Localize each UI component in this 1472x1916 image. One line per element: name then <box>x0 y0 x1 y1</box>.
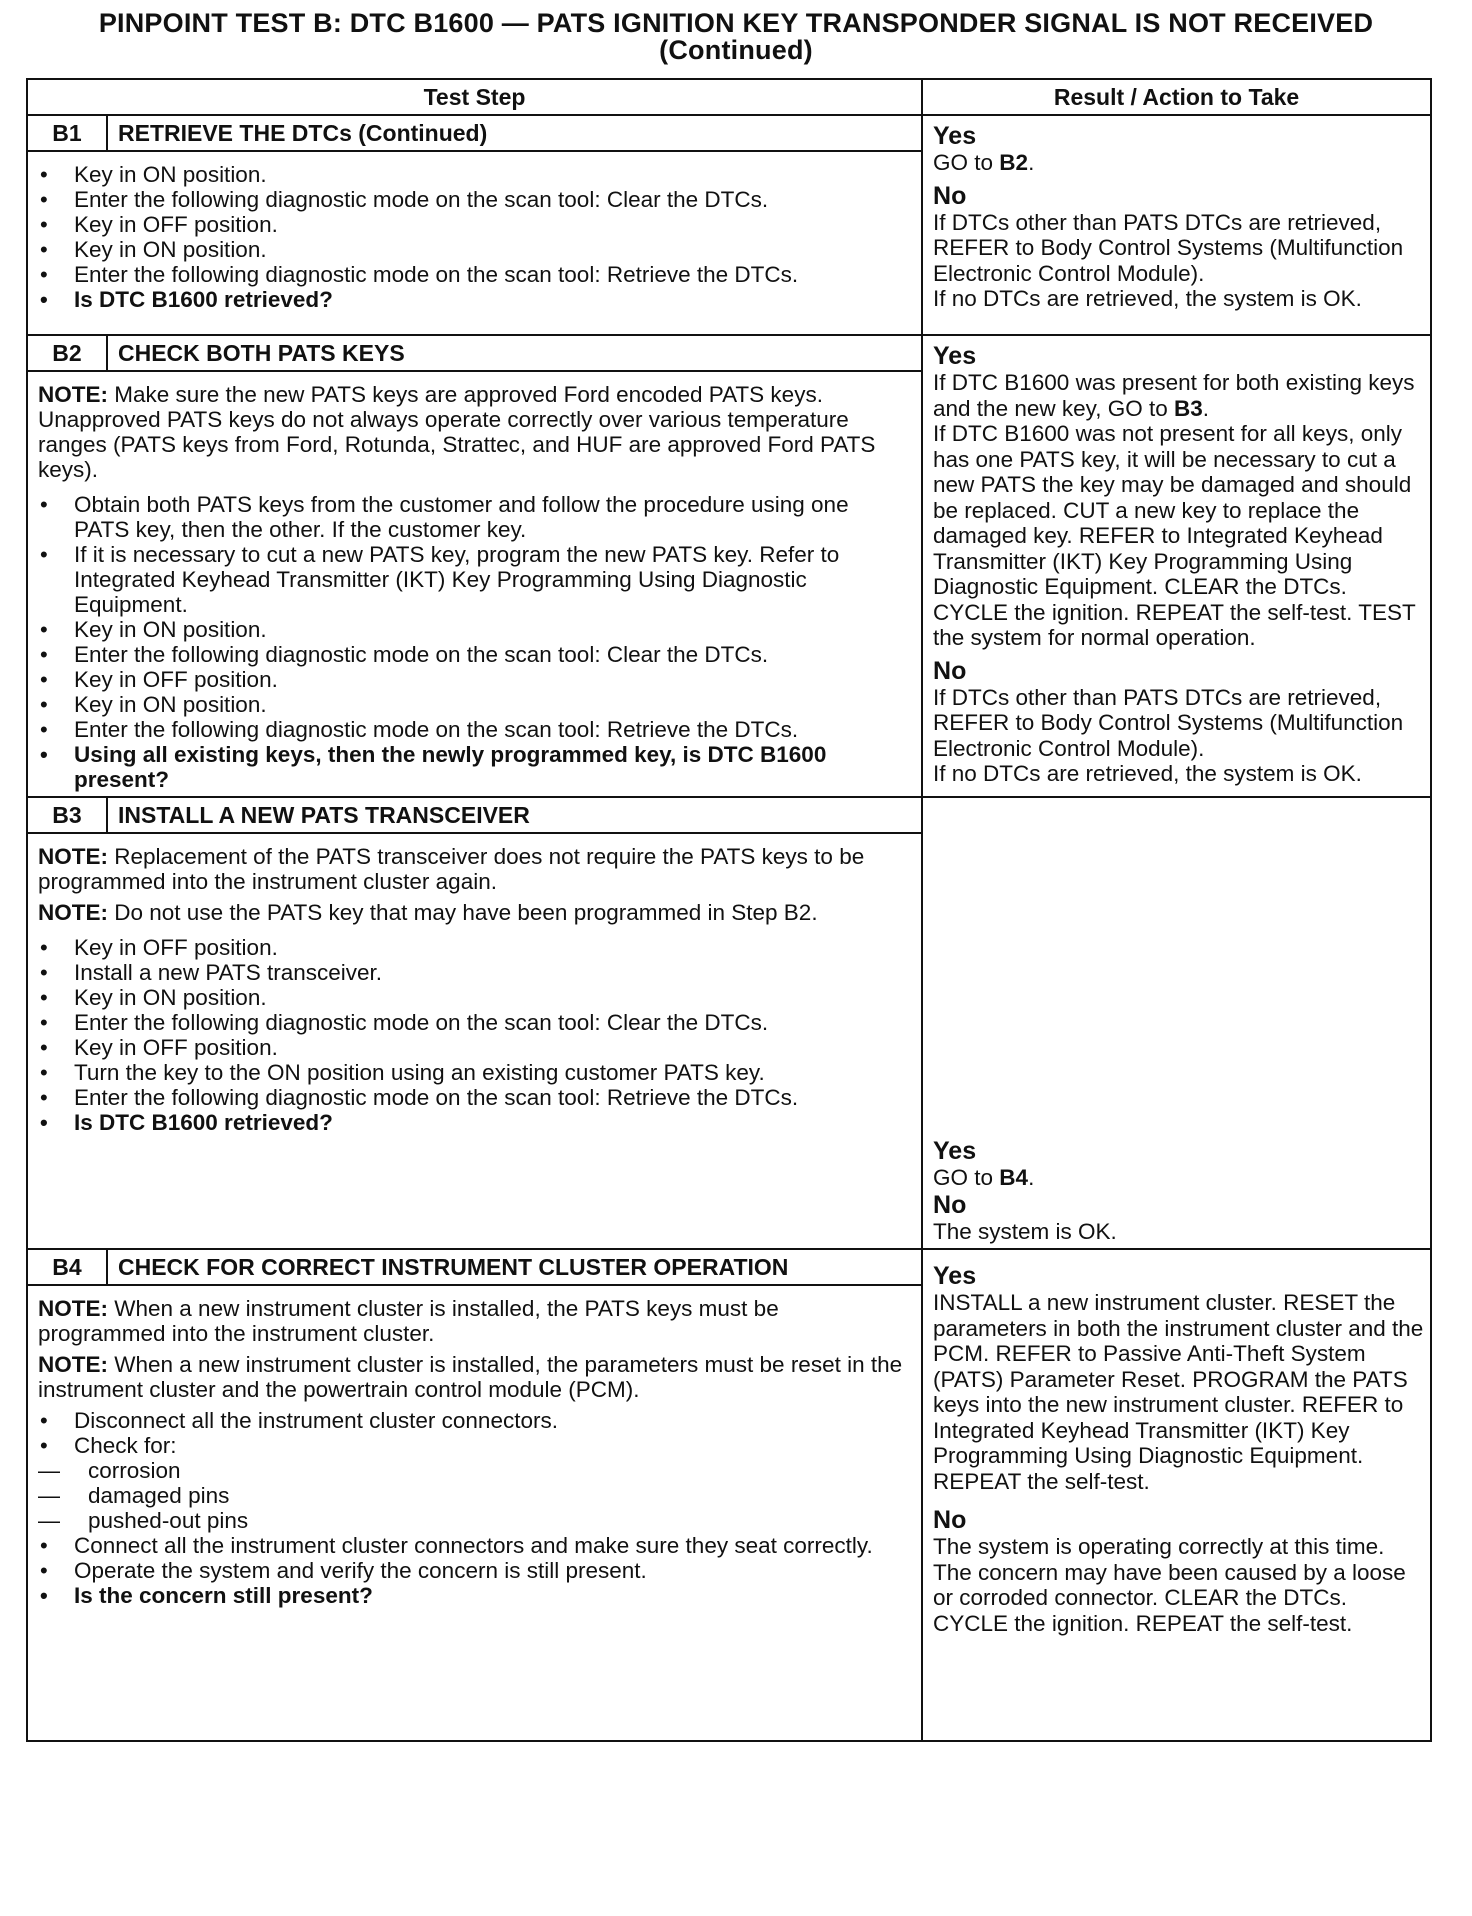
title-line-1: PINPOINT TEST B: DTC B1600 — PATS IGNITION KEY TRANSPONDER SIGNAL IS NOT RECEIVED <box>98 8 1374 38</box>
b4-bullet-list <box>38 1408 905 1608</box>
b2-yes-text-1: If DTC B1600 was present for both existing keys and the new key, GO to B3. <box>933 370 1415 421</box>
b4-yes-label: Yes <box>933 1262 977 1290</box>
step-b3-title-row <box>27 797 1431 833</box>
list-item: • Turn the key to the ON position using an existing customer PATS key. <box>38 1060 905 1085</box>
b4-note-1: NOTE: When a new instrument cluster is installed, the PATS keys must be programmed into the instrument cluster. <box>38 1296 779 1346</box>
step-b2-id: B2 <box>27 335 107 371</box>
list-item: • Enter the following diagnostic mode on the scan tool: Clear the DTCs. <box>38 1010 905 1035</box>
b2-question: • Using all existing keys, then the newly programmed key, is DTC B1600 present? <box>38 742 905 792</box>
step-b3-id: B3 <box>27 797 107 833</box>
b4-yes-text: INSTALL a new instrument cluster. RESET the parameters in both the instrument cluster and the PCM. REFER to Passive Anti-Theft System (PATS) Parameter Reset. PROGRAM the PATS keys into the new instrument cluster. REFER to Integrated Keyhead Transmitter (IKT) Key Programming Using Diagnostic Equipment. REPEAT the self-test. <box>933 1290 1424 1494</box>
b2-no-text-1: If DTCs other than PATS DTCs are retrieved, REFER to Body Control Systems (Multifunction Electronic Control Module). <box>933 684 1404 761</box>
list-item: • Obtain both PATS keys from the customer and follow the procedure using one PATS key, then the other. If the customer key. <box>38 492 905 542</box>
b4-no-text: The system is operating correctly at this time. The concern may have been caused by a loose or corroded connector. CLEAR the DTCs. CYCLE the ignition. REPEAT the self-test. <box>933 1534 1406 1636</box>
b3-note-1: NOTE: Replacement of the PATS transceiver does not require the PATS keys to be programmed into the instrument cluster again. <box>38 844 865 894</box>
b1-question: • Is DTC B1600 retrieved? <box>38 287 905 312</box>
pinpoint-test-table <box>26 78 1432 1742</box>
b2-yes-text-2: If DTC B1600 was not present for all keys, only has one PATS key, it will be necessary to cut a new PATS the key may be damaged and should be replaced. CUT a new key to replace the damaged key. REFER to Integrated Keyhead Transmitter (IKT) Key Programming Using Diagnostic Equipment. CLEAR the DTCs. CYCLE the ignition. REPEAT the self-test. TEST the system for normal operation. <box>933 421 1416 650</box>
list-item: • If it is necessary to cut a new PATS key, program the new PATS key. Refer to Integrated Keyhead Transmitter (IKT) Key Programming Using Diagnostic Equipment. <box>38 542 905 617</box>
step-b3-title: INSTALL A NEW PATS TRANSCEIVER <box>107 797 922 833</box>
b1-yes-text: GO to B2. <box>933 150 1035 175</box>
list-item: • Key in ON position. <box>38 162 905 187</box>
step-b1-id: B1 <box>27 115 107 151</box>
b4-note-2: NOTE: When a new instrument cluster is installed, the parameters must be reset in the instrument cluster and the powertrain control module (PCM). <box>38 1352 903 1402</box>
step-b4-result <box>922 1249 1431 1741</box>
list-item: • Connect all the instrument cluster connectors and make sure they seat correctly. <box>38 1533 905 1558</box>
list-item: • Install a new PATS transceiver. <box>38 960 905 985</box>
header-test-step: Test Step <box>27 79 922 115</box>
list-item <box>38 1433 905 1533</box>
step-b4-title: CHECK FOR CORRECT INSTRUMENT CLUSTER OPERATION <box>107 1249 922 1285</box>
b1-bullet-list <box>38 162 905 312</box>
b3-yes-label: Yes <box>933 1137 977 1165</box>
title-line-2: (Continued) <box>659 35 813 65</box>
list-item: • Key in ON position. <box>38 617 905 642</box>
step-b3-body <box>27 833 922 1249</box>
list-item: — damaged pins <box>38 1483 905 1508</box>
b2-yes-label: Yes <box>933 342 977 370</box>
step-b4-id: B4 <box>27 1249 107 1285</box>
b4-sub-list <box>38 1458 905 1533</box>
b3-no-label: No <box>933 1190 967 1219</box>
list-item: • Key in OFF position. <box>38 212 905 237</box>
list-item: • Disconnect all the instrument cluster connectors. <box>38 1408 905 1433</box>
list-item: — corrosion <box>38 1458 905 1483</box>
b2-no-text-2: If no DTCs are retrieved, the system is OK. <box>933 761 1362 786</box>
b1-no-text-1: If DTCs other than PATS DTCs are retrieved, REFER to Body Control Systems (Multifunction Electronic Control Module). <box>933 209 1404 286</box>
step-b1-body <box>27 151 922 335</box>
list-item: • Enter the following diagnostic mode on the scan tool: Retrieve the DTCs. <box>38 262 905 287</box>
b1-no-text-2: If no DTCs are retrieved, the system is OK. <box>933 286 1362 311</box>
step-b3-result <box>922 797 1431 1249</box>
list-item: • Enter the following diagnostic mode on the scan tool: Retrieve the DTCs. <box>38 717 905 742</box>
list-item: • Key in ON position. <box>38 237 905 262</box>
b3-question: • Is DTC B1600 retrieved? <box>38 1110 905 1135</box>
list-item: • Key in OFF position. <box>38 1035 905 1060</box>
step-b1-title: RETRIEVE THE DTCs (Continued) <box>107 115 922 151</box>
list-item: • Key in ON position. <box>38 692 905 717</box>
b2-bullet-list <box>38 492 905 792</box>
step-b4-body <box>27 1285 922 1741</box>
list-item: • Operate the system and verify the concern is still present. <box>38 1558 905 1583</box>
b3-note-2: NOTE: Do not use the PATS key that may have been programmed in Step B2. <box>38 900 818 925</box>
step-b1-title-row <box>27 115 1431 151</box>
b3-yes-text: GO to B4. <box>933 1165 1035 1190</box>
step-b2-title: CHECK BOTH PATS KEYS <box>107 335 922 371</box>
list-item: • Enter the following diagnostic mode on the scan tool: Clear the DTCs. <box>38 642 905 667</box>
step-b2-result <box>922 335 1431 797</box>
step-b2-title-row <box>27 335 1431 371</box>
b4-question: • Is the concern still present? <box>38 1583 905 1608</box>
list-item: • Enter the following diagnostic mode on the scan tool: Retrieve the DTCs. <box>38 1085 905 1110</box>
step-b4-title-row <box>27 1249 1431 1285</box>
b2-note: NOTE: Make sure the new PATS keys are approved Ford encoded PATS keys. Unapproved PATS keys do not always operate correctly over various temperature ranges (PATS keys from Ford, Rotunda, Strattec, and HUF are approved Ford PATS keys). <box>38 382 876 482</box>
list-item: • Key in OFF position. <box>38 667 905 692</box>
b3-bullet-list <box>38 935 905 1135</box>
table-header-row <box>27 79 1431 115</box>
page-title <box>0 10 1472 64</box>
b4-check-for: Check for: <box>74 1433 177 1458</box>
header-result: Result / Action to Take <box>922 79 1431 115</box>
b3-no-text: The system is OK. <box>933 1218 1117 1244</box>
step-b2-body <box>27 371 922 797</box>
b2-no-label: No <box>933 656 967 685</box>
b1-yes-label: Yes <box>933 122 977 150</box>
b1-no-label: No <box>933 181 967 210</box>
b4-no-label: No <box>933 1506 967 1534</box>
list-item: • Enter the following diagnostic mode on the scan tool: Clear the DTCs. <box>38 187 905 212</box>
list-item: — pushed-out pins <box>38 1508 905 1533</box>
list-item: • Key in OFF position. <box>38 935 905 960</box>
step-b1-result <box>922 115 1431 335</box>
list-item: • Key in ON position. <box>38 985 905 1010</box>
